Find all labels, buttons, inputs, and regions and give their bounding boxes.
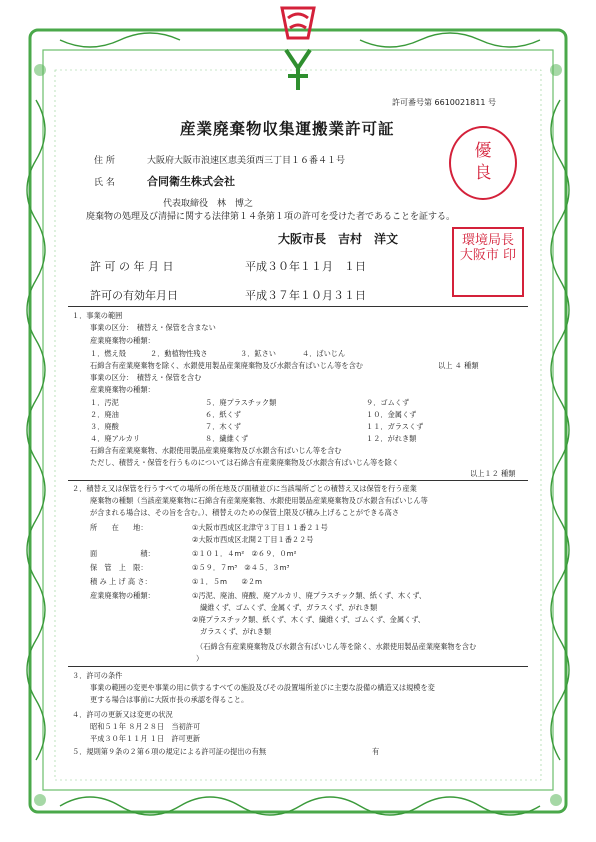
kind-line-1: ①汚泥、廃油、廃酸、廃アルカリ、廃プラスチック類、紙くず、木くず、 [192,591,427,600]
seal-text: 環境局長 大阪市 印 [459,233,517,263]
s3-line-2: 更する場合は事前に大阪市長の承認を得ること。 [90,695,249,704]
s1-types-label-2: 産業廃棄物の種類： [90,385,155,394]
waste-type: １２．がれき類 [366,434,417,443]
s2-line-3: が含まれる場合は、その旨を含む。）、積替えのための保管上限及び積み上げることができる高さ [90,508,400,517]
capacity-label: 保 管 上 限： [90,563,148,572]
divider [68,306,528,307]
s1-type-1: １．燃え殻 [90,349,126,358]
s1-note-1: 石綿含有産業廃棄物を除く、水銀使用製品産業廃棄物及び水銀含有ばいじん等を含む [90,361,363,370]
waste-type: １０．金属くず [366,410,417,419]
address-value: 大阪府大阪市浪速区恵美須西三丁目１６番４１号 [147,156,346,166]
s1-note-3: ただし、積替え・保管を行うものについては石綿含有産業廃棄物及び水銀含有ばいじん等を除く [90,458,399,467]
waste-type: ９．ゴムくず [366,398,410,407]
divider [68,666,528,667]
badge-text: 優良 [474,141,492,183]
location-label: 所 在 地： [90,523,148,532]
location-2: ②大阪市西成区北開２丁目１番２２号 [192,535,314,544]
address-label: 住 所 [94,156,115,166]
official-seal [452,227,524,297]
s1-note-2: 石綿含有産業廃棄物、水銀使用製品産業廃棄物及び水銀含有ばいじん等を含む [90,446,342,455]
waste-type: ５．廃プラスチック類 [205,398,277,407]
mayor-name: 大阪市長 吉村 洋文 [278,232,399,246]
valid-date-value: 平成３７年１０月３１日 [245,289,366,302]
waste-type: ７．木くず [205,422,241,431]
area-label: 面 積： [90,549,155,558]
osaka-city-emblem-icon [276,4,320,44]
permit-date-value: 平成３０年１１月 １日 [245,260,366,273]
waste-type: １１．ガラスくず [366,422,424,431]
location-1: ①大阪市西成区北津守３丁目１１番２１号 [192,523,328,532]
valid-date-label: 許可の有効年月日 [90,289,178,302]
miotsukushi-mark-icon [282,46,314,92]
kind-line-5: （石綿含有産業廃棄物及び水銀含有ばいじん等を除く、水銀使用製品産業廃棄物を含む [196,642,477,651]
section-5-value: 有 [372,747,380,756]
certify-text: 廃棄物の処理及び清掃に関する法律第１４条第１項の許可を受けた者であることを証する。 [86,212,456,222]
s1-type-4: ４．ばいじん [302,349,346,358]
divider [68,480,528,481]
section-3-header: ３．許可の条件 [72,671,123,680]
representative: 代表取締役 林 博之 [163,199,254,209]
kind-line-3: ②廃プラスチック類、紙くず、木くず、繊維くず、ゴムくず、金属くず、 [192,615,425,624]
name-label: 氏 名 [94,178,115,188]
s1-types-label: 産業廃棄物の種類： [90,336,155,345]
section-4-header: ４．許可の更新又は変更の状況 [72,710,173,719]
waste-type: ４．廃アルカリ [90,434,141,443]
s3-line-1: 事業の範囲の変更や事業の用に供するすべての施設及びその設置場所並びに主要な設備の構造又は規模を変 [90,683,435,692]
s1-count-1: 以上 ４ 種類 [438,361,479,370]
waste-type: １．汚泥 [90,398,119,407]
s4-line-1: 昭和５１年 ８月２８日 当初許可 [90,722,201,731]
permit-date-label: 許 可 の 年 月 日 [90,260,174,273]
s1-class-2: 事業の区分： 積替え・保管を含む [90,373,202,382]
waste-type: ２．廃油 [90,410,119,419]
s1-class-1: 事業の区分： 積替え・保管を含まない [90,323,216,332]
permit-number: 許可番号第 6610021811 号 [392,98,496,107]
section-5-text: ５．規則第９条の２第６項の規定による許可証の提出の有無 [72,747,267,756]
kind-label: 産業廃棄物の種類： [90,591,155,600]
height-label: 積 み 上 げ 高 さ： [90,577,152,586]
waste-type: ６．紙くず [205,410,241,419]
section-2-header: ２．積替え又は保管を行うすべての場所の所在地及び面積並びに当該場所ごとの積替え又は保管を行う産業 [72,484,417,493]
s1-count-2: 以上１２ 種類 [470,469,516,478]
kind-line-6: ） [196,654,204,663]
kind-line-2: 繊維くず、ゴムくず、金属くず、ガラスくず、がれき類 [200,603,378,612]
kind-line-4: ガラスくず、がれき類 [200,627,272,636]
s1-type-2: ２．動植物性残さ [150,349,208,358]
height-value: ①１．５m ②２m [192,577,263,586]
section-1-header: １．事業の範囲 [72,311,123,320]
capacity-value: ①５９．７m³ ②４５．３m³ [192,563,290,572]
s2-line-2: 廃棄物の種類（当該産業廃棄物に石綿含有産業廃棄物、水銀使用製品産業廃棄物及び水銀含有ばいじん等 [90,496,428,505]
waste-type: ３．廃酸 [90,422,119,431]
excellent-badge [449,126,517,200]
s4-line-2: 平成３０年１１月 １日 許可更新 [90,734,201,743]
s1-type-3: ３．鉱さい [240,349,276,358]
document-title: 産業廃棄物収集運搬業許可証 [180,120,395,138]
area-value: ①１０１．４m² ②６９．０m² [192,549,297,558]
waste-type: ８．繊維くず [205,434,249,443]
company-name: 合同衛生株式会社 [147,175,235,188]
